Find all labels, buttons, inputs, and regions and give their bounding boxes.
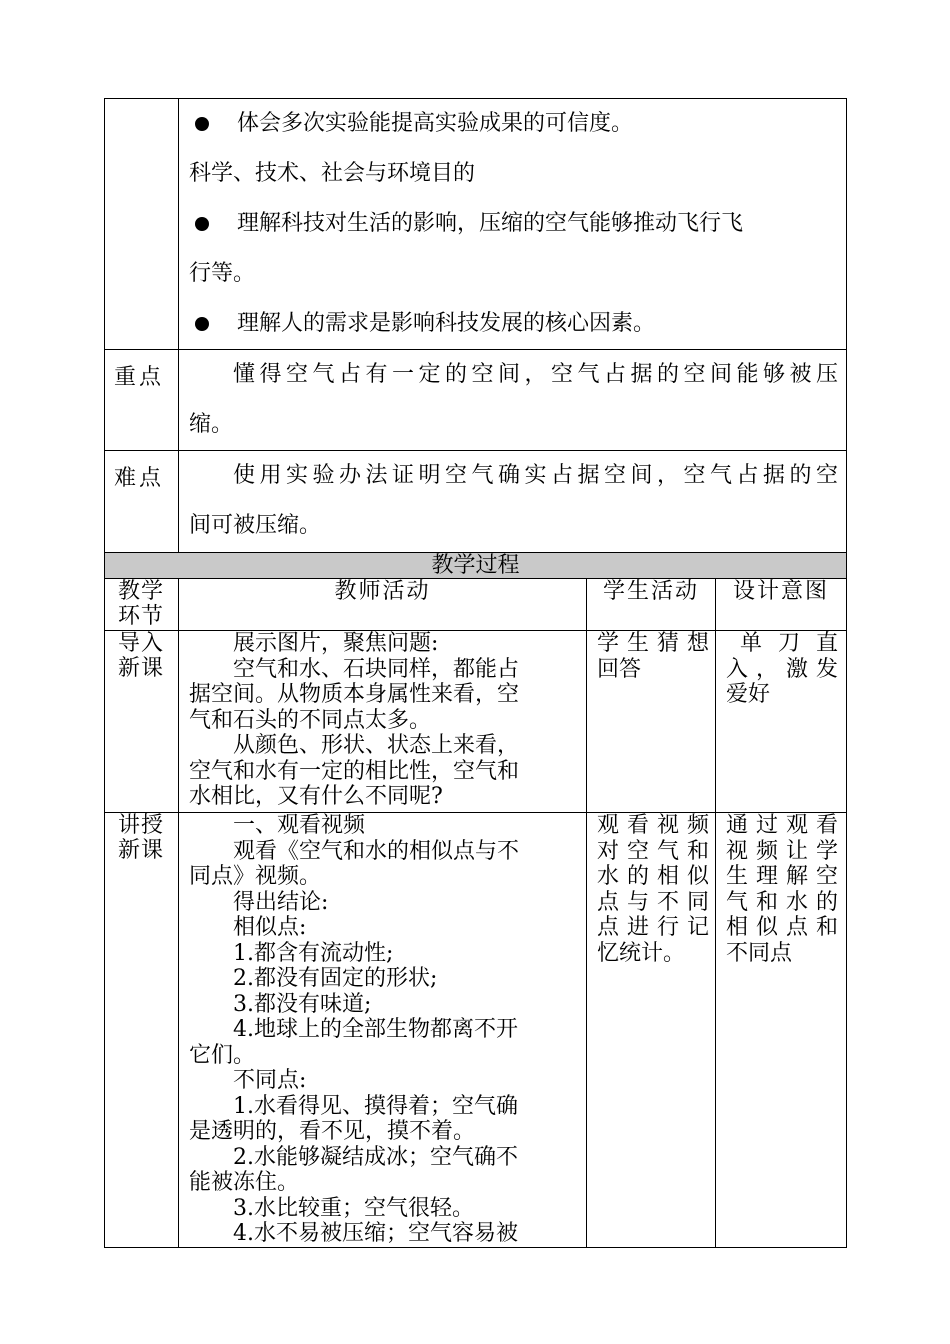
keypoint-cell [179,350,847,451]
objectives-cell [179,99,847,350]
objective-bullet-2-cont: 行等。 [189,261,256,286]
lesson-teacher-cell: 一、观看视频 观看《空气和水的相似点与不 同点》视频。 得出结论: 相似点: 1.都含有流动性; 2.都没有固定的形状; 3.都没有味道; 4.地球上的全部生物都离不开 它们。 不同点: 1.水看得见、摸得着；空气确 是透明的，看不见，摸不着。 2.水能够凝结成冰；空气确不 能被冻住。 3.水比较重；空气很轻。 4.水不易被压缩；空气容易被 [179,813,587,1248]
lesson-student-cell: 观看视频 对空气和 水的相似 点与不同 点进行记 忆统计。 [587,813,716,1248]
lesson-stage: 讲授 新课 [105,813,179,1248]
lesson-plan-sheet [104,98,846,1246]
difficulty-text: 使用实验办法证明空气确实占据空间，空气占据的空 [233,463,839,488]
header-stage: 教学 环节 [105,579,179,631]
difficulty-cell [179,451,847,553]
bullet-icon [195,317,209,331]
process-title-row [105,553,847,579]
intro-stage: 导入 新课 [105,631,179,813]
lesson-intent-cell: 通过观看 视频让学 生理解空 气和水的 相似点和 不同点 [716,813,847,1248]
lesson-row [105,813,847,1248]
objectives-label-cell [105,99,179,350]
difficulty-label: 难点 [105,451,179,553]
objectives-row [105,99,847,350]
keypoint-row [105,350,847,451]
objective-bullet-3: 理解人的需求是影响科技发展的核心因素。 [179,299,846,349]
process-title: 教学过程 [105,553,847,579]
lesson-plan-table [104,98,847,1248]
header-row [105,579,847,631]
intro-intent-cell: 单刀直 入，激发 爱好 [716,631,847,813]
bullet-icon [195,117,209,131]
header-intent: 设计意图 [716,579,847,631]
keypoint-text-cont: 缩。 [189,412,234,437]
difficulty-row [105,451,847,553]
objective-bullet-1: 体会多次实验能提高实验成果的可信度。 [179,99,846,149]
keypoint-label: 重点 [105,350,179,451]
intro-student-cell: 学生猜想 回答 [587,631,716,813]
objective-bullet-2: 理解科技对生活的影响，压缩的空气能够推动飞行飞 [179,199,846,249]
difficulty-text-cont: 间可被压缩。 [189,513,322,538]
objective-heading: 科学、技术、社会与环境目的 [189,161,476,186]
intro-row [105,631,847,813]
intro-teacher-cell: 展示图片，聚焦问题: 空气和水、石块同样，都能占 据空间。从物质本身属性来看，空 气和石头的不同点太多。 从颜色、形状、状态上来看， 空气和水有一定的相比性，空气和 水相比，又有什么不同呢? [179,631,587,813]
header-teacher: 教师活动 [179,579,587,631]
bullet-icon [195,217,209,231]
header-student: 学生活动 [587,579,716,631]
keypoint-text: 懂得空气占有一定的空间，空气占据的空间能够被压 [233,362,839,387]
